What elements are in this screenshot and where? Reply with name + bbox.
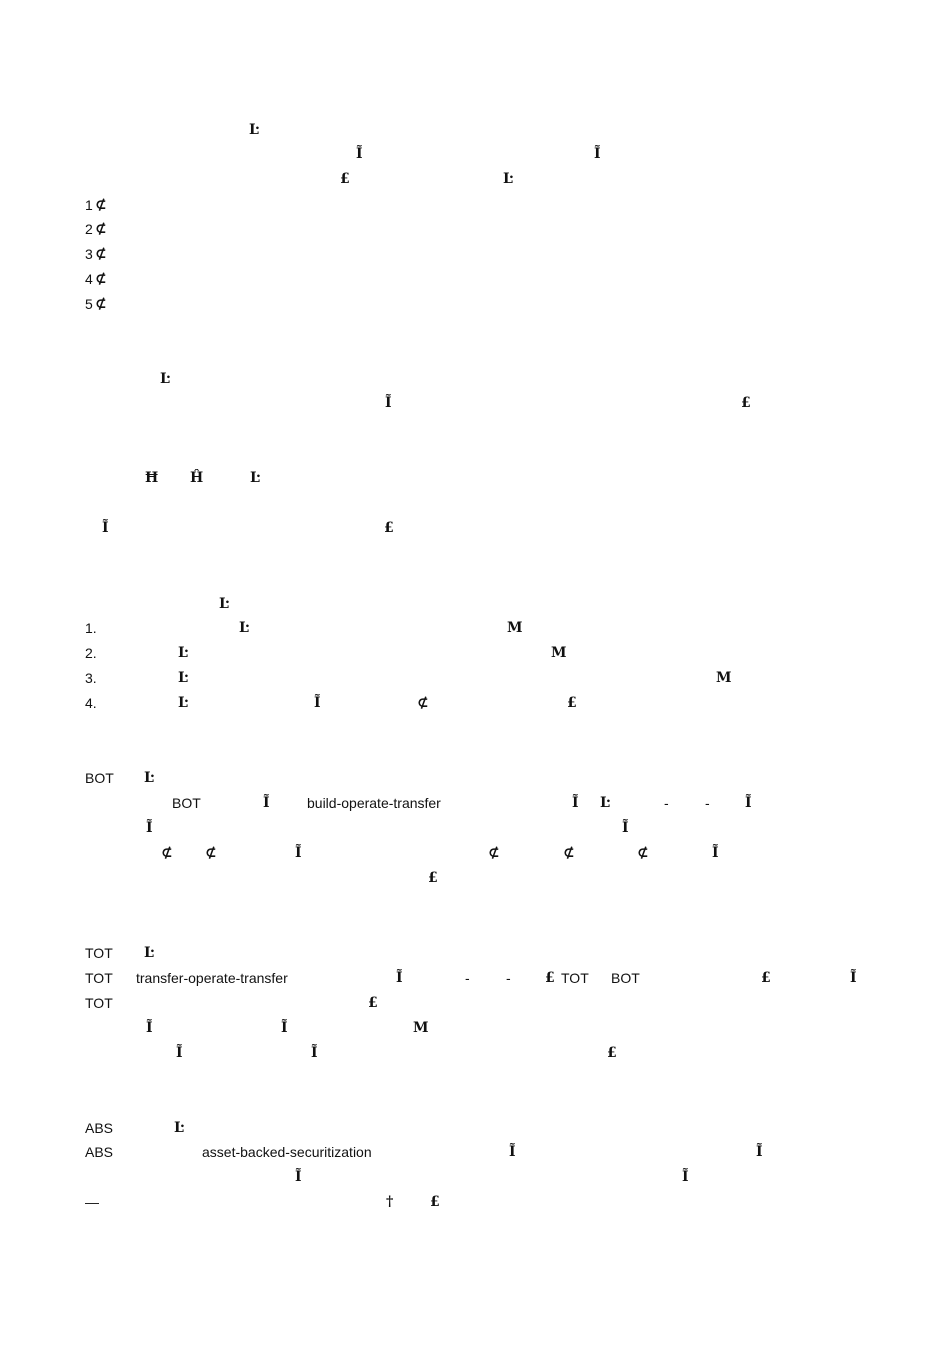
- list-number: 3: [85, 246, 93, 262]
- glyph-l: Ŀ: [250, 470, 260, 486]
- glyph-dagger: †: [386, 1194, 394, 1210]
- glyph-l: Ŀ: [160, 371, 170, 387]
- dash: -: [705, 795, 710, 811]
- list-number: 3.: [85, 670, 97, 686]
- tot-abbreviation: TOT: [561, 970, 589, 986]
- glyph-l: Ŀ: [178, 645, 188, 661]
- glyph-m: M: [413, 1020, 429, 1036]
- glyph-i: Ĩ: [850, 970, 857, 986]
- section-heading-bot: BOT: [85, 770, 114, 786]
- glyph-cent: ⊄: [417, 695, 429, 711]
- glyph-pound: £: [430, 1194, 440, 1210]
- glyph-i: Ĩ: [622, 820, 629, 836]
- glyph-i: Ĩ: [745, 795, 752, 811]
- glyph-cent: ⊄: [95, 221, 107, 237]
- glyph-i: Ĩ: [295, 845, 302, 861]
- section-heading-tot: TOT: [85, 945, 113, 961]
- list-number: 5: [85, 296, 93, 312]
- list-number: 4.: [85, 695, 97, 711]
- glyph-cent: ⊄: [161, 845, 173, 861]
- glyph-i: Ĩ: [356, 146, 363, 162]
- glyph-pound: £: [741, 395, 751, 411]
- dash: -: [465, 970, 470, 986]
- glyph-pound: £: [545, 970, 555, 986]
- glyph-i: Ĩ: [682, 1169, 689, 1185]
- glyph-cent: ⊄: [95, 246, 107, 262]
- em-dash: —: [85, 1194, 99, 1210]
- glyph-l: Ŀ: [178, 695, 188, 711]
- dash: -: [506, 970, 511, 986]
- glyph-i: Ĩ: [176, 1045, 183, 1061]
- tot-abbreviation: TOT: [85, 995, 113, 1011]
- glyph-l: Ŀ: [178, 670, 188, 686]
- glyph-i: Ĩ: [314, 695, 321, 711]
- glyph-i: Ĩ: [712, 845, 719, 861]
- glyph-cent: ⊄: [95, 197, 107, 213]
- bot-term: build-operate-transfer: [307, 795, 441, 811]
- glyph-m: M: [551, 645, 567, 661]
- glyph-h-hat: Ĥ: [190, 470, 204, 486]
- tot-abbreviation: TOT: [85, 970, 113, 986]
- glyph-cent: ⊄: [205, 845, 217, 861]
- glyph-l: Ŀ: [249, 122, 259, 138]
- glyph-m: M: [716, 670, 732, 686]
- glyph-h: Ħ: [145, 470, 159, 486]
- abs-abbreviation: ABS: [85, 1144, 114, 1160]
- glyph-cent: ⊄: [488, 845, 500, 861]
- glyph-pound: £: [567, 695, 577, 711]
- list-number: 2.: [85, 645, 97, 661]
- tot-term: transfer-operate-transfer: [136, 970, 288, 986]
- abs-term: asset-backed-securitization: [202, 1144, 372, 1160]
- list-number: 4: [85, 271, 93, 287]
- glyph-i: Ĩ: [146, 1020, 153, 1036]
- section-heading-abs: ABS: [85, 1120, 114, 1136]
- glyph-cent: ⊄: [95, 271, 107, 287]
- glyph-pound: £: [368, 995, 378, 1011]
- glyph-l: Ŀ: [239, 620, 249, 636]
- glyph-l: Ŀ: [503, 171, 513, 187]
- glyph-i: Ĩ: [311, 1045, 318, 1061]
- glyph-pound: £: [340, 171, 350, 187]
- glyph-i: Ĩ: [509, 1144, 516, 1160]
- glyph-l: Ŀ: [144, 945, 154, 961]
- glyph-pound: £: [428, 870, 438, 886]
- list-number: 1: [85, 197, 93, 213]
- glyph-i: Ĩ: [396, 970, 403, 986]
- glyph-i: Ĩ: [756, 1144, 763, 1160]
- glyph-pound: £: [384, 520, 394, 536]
- glyph-i: Ĩ: [572, 795, 579, 811]
- glyph-cent: ⊄: [95, 296, 107, 312]
- dash: -: [664, 795, 669, 811]
- glyph-i: Ĩ: [281, 1020, 288, 1036]
- glyph-i: Ĩ: [594, 146, 601, 162]
- glyph-m: M: [507, 620, 523, 636]
- list-number: 1.: [85, 620, 97, 636]
- glyph-pound: £: [761, 970, 771, 986]
- glyph-i: Ĩ: [385, 395, 392, 411]
- glyph-cent: ⊄: [637, 845, 649, 861]
- list-number: 2: [85, 221, 93, 237]
- glyph-l: Ŀ: [219, 596, 229, 612]
- glyph-i: Ĩ: [102, 520, 109, 536]
- glyph-pound: £: [607, 1045, 617, 1061]
- glyph-i: Ĩ: [263, 795, 270, 811]
- glyph-l: Ŀ: [600, 795, 610, 811]
- glyph-l: Ŀ: [144, 770, 154, 786]
- glyph-l: Ŀ: [174, 1120, 184, 1136]
- glyph-i: Ĩ: [295, 1169, 302, 1185]
- bot-reference: BOT: [611, 970, 640, 986]
- glyph-cent: ⊄: [563, 845, 575, 861]
- bot-abbreviation: BOT: [172, 795, 201, 811]
- glyph-i: Ĩ: [146, 820, 153, 836]
